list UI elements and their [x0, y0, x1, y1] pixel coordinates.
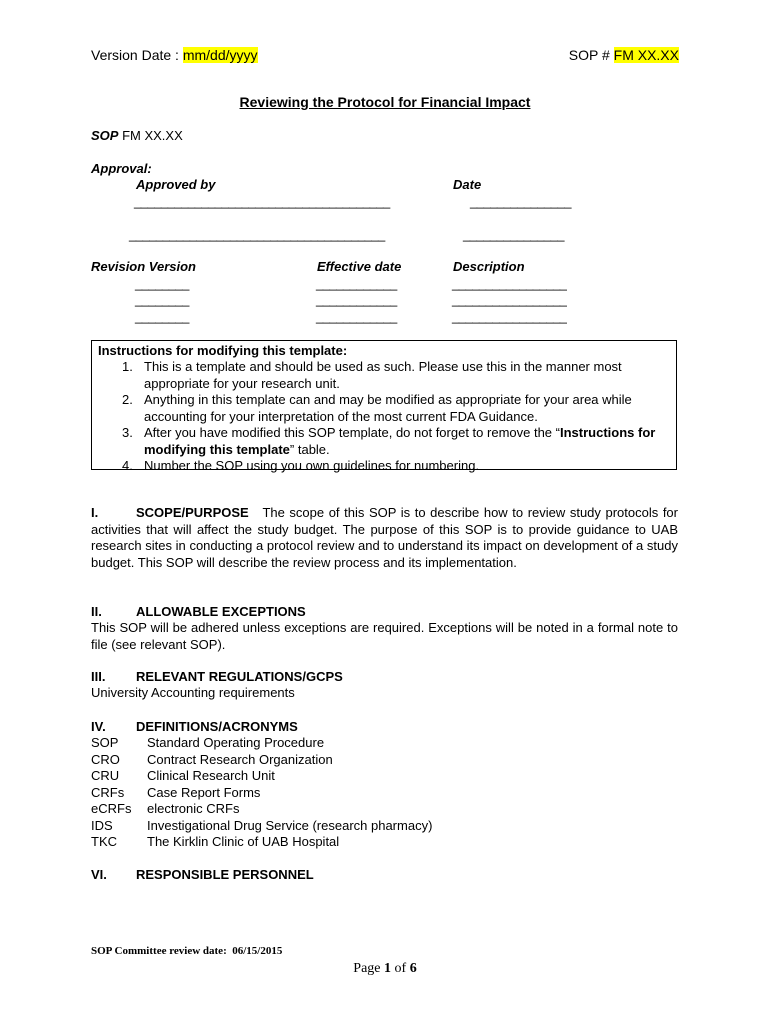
definition-text: Investigational Drug Service (research pharmacy)	[147, 817, 433, 833]
page-prefix: Page	[353, 961, 385, 976]
instructions-list	[92, 359, 678, 475]
section-title: DEFINITIONS/ACRONYMS	[136, 719, 298, 734]
section-heading	[91, 669, 343, 684]
definition-abbr: CRU	[91, 768, 120, 783]
section-title: RELEVANT REGULATIONS/GCPS	[136, 669, 343, 684]
revision-blank: _________________	[452, 309, 567, 324]
revision-blank: ________	[135, 309, 189, 324]
section-title: ALLOWABLE EXCEPTIONS	[136, 604, 306, 619]
review-date-value: 06/15/2015	[232, 945, 283, 957]
version-date-label: Version Date :	[91, 47, 183, 63]
sop-line-label: SOP	[91, 128, 119, 143]
description-header: Description	[453, 259, 525, 274]
section-number: VI.	[91, 867, 107, 882]
section-title: SCOPE/PURPOSE	[136, 505, 249, 520]
definition-abbr: eCRFs	[91, 801, 132, 816]
definition-row	[91, 834, 339, 851]
list-item-number: 1.	[122, 359, 133, 374]
definition-abbr: IDS	[91, 817, 113, 833]
sop-line	[91, 128, 183, 143]
list-item	[92, 359, 678, 392]
section-text: This SOP will be adhered unless exceptions are required. Exceptions will be noted in a formal note to file (see relevant SOP).	[91, 620, 678, 652]
section-scope-purpose	[91, 505, 678, 571]
definition-row	[91, 801, 239, 818]
revision-blank: ____________	[316, 276, 397, 291]
section-text: University Accounting requirements	[91, 685, 295, 700]
list-item-number: 3.	[122, 425, 133, 440]
definition-text: The Kirklin Clinic of UAB Hospital	[147, 834, 340, 849]
definition-abbr: CRO	[91, 751, 120, 767]
list-item-number: 4.	[122, 458, 133, 473]
definition-abbr: TKC	[91, 834, 117, 849]
list-item	[92, 392, 678, 425]
list-item-number: 2.	[122, 392, 133, 407]
sop-line-value: FM XX.XX	[118, 128, 183, 143]
effective-date-header: Effective date	[317, 259, 402, 274]
definition-row	[91, 785, 260, 802]
page-number	[0, 961, 770, 977]
definition-abbr: SOP	[91, 735, 119, 750]
instructions-title: Instructions for modifying this template:	[98, 343, 348, 358]
signature-line: ______________________________________	[134, 194, 390, 209]
revision-blank: _________________	[452, 276, 567, 291]
review-date	[91, 945, 282, 957]
page-of: of	[391, 961, 410, 976]
revision-blank: ________	[135, 292, 189, 307]
revision-blank: ________	[135, 276, 189, 291]
page-total: 6	[409, 961, 417, 976]
definition-row	[91, 818, 432, 835]
section-heading	[91, 604, 306, 619]
section-heading	[91, 719, 298, 734]
definition-row	[91, 735, 324, 752]
revision-blank: ____________	[316, 309, 397, 324]
list-item-text: After you have modified this SOP template, do not forget to remove the “	[144, 425, 560, 440]
page-title: Reviewing the Protocol for Financial Impact	[239, 94, 531, 110]
instructions-box	[91, 340, 677, 473]
signature-date-line: _______________	[463, 227, 564, 242]
revision-blank: _________________	[452, 292, 567, 307]
revision-blank: ____________	[316, 292, 397, 307]
definition-text: Standard Operating Procedure	[147, 735, 325, 750]
definition-abbr: CRFs	[91, 784, 125, 800]
list-item	[92, 425, 678, 458]
definition-text: Contract Research Organization	[147, 751, 333, 767]
sop-number-label: SOP #	[568, 47, 614, 63]
definition-row	[91, 768, 275, 785]
list-item-bold-text: Instructions for modifying this template	[144, 425, 656, 457]
definition-text: Clinical Research Unit	[147, 768, 275, 783]
section-number: IV.	[91, 719, 106, 734]
section-number: I.	[91, 505, 99, 520]
page-current: 1	[384, 961, 392, 976]
sop-number	[569, 47, 679, 63]
section-number: II.	[91, 604, 102, 619]
section-number: III.	[91, 669, 106, 684]
section-text: The scope of this SOP is to describe how to review study protocols for activities that will affect the study budget. The purpose of this SOP is to provide guidance to UAB research sites in conducting a protocol review and to understand its impact on development of a study budget. This SOP will describe the review process and its implementation.	[91, 505, 678, 570]
approved-by-label: Approved by	[136, 177, 216, 192]
sop-number-value: FM XX.XX	[613, 47, 679, 63]
approval-label: Approval:	[91, 161, 152, 176]
definition-text: Case Report Forms	[147, 784, 261, 800]
definition-text: electronic CRFs	[147, 801, 240, 816]
signature-line: ______________________________________	[129, 227, 385, 242]
section-heading	[91, 867, 314, 882]
section-title: RESPONSIBLE PERSONNEL	[136, 867, 314, 882]
version-date	[91, 47, 258, 63]
list-item-text: Anything in this template can and may be modified as appropriate for your area while accounting for your interpretation of the most current FDA Guidance.	[144, 392, 632, 424]
list-item	[92, 458, 678, 475]
list-item-text: Number the SOP using you own guidelines for numbering.	[144, 458, 480, 473]
review-date-label: SOP Committee review date:	[91, 945, 227, 957]
version-date-value: mm/dd/yyyy	[182, 47, 258, 63]
list-item-text: This is a template and should be used as such. Please use this in the manner most appropriate for your research unit.	[144, 359, 622, 391]
date-label: Date	[453, 177, 482, 192]
signature-date-line: _______________	[470, 194, 571, 209]
list-item-text: ” table.	[289, 441, 330, 457]
definition-row	[91, 752, 333, 769]
revision-version-header: Revision Version	[91, 259, 196, 274]
